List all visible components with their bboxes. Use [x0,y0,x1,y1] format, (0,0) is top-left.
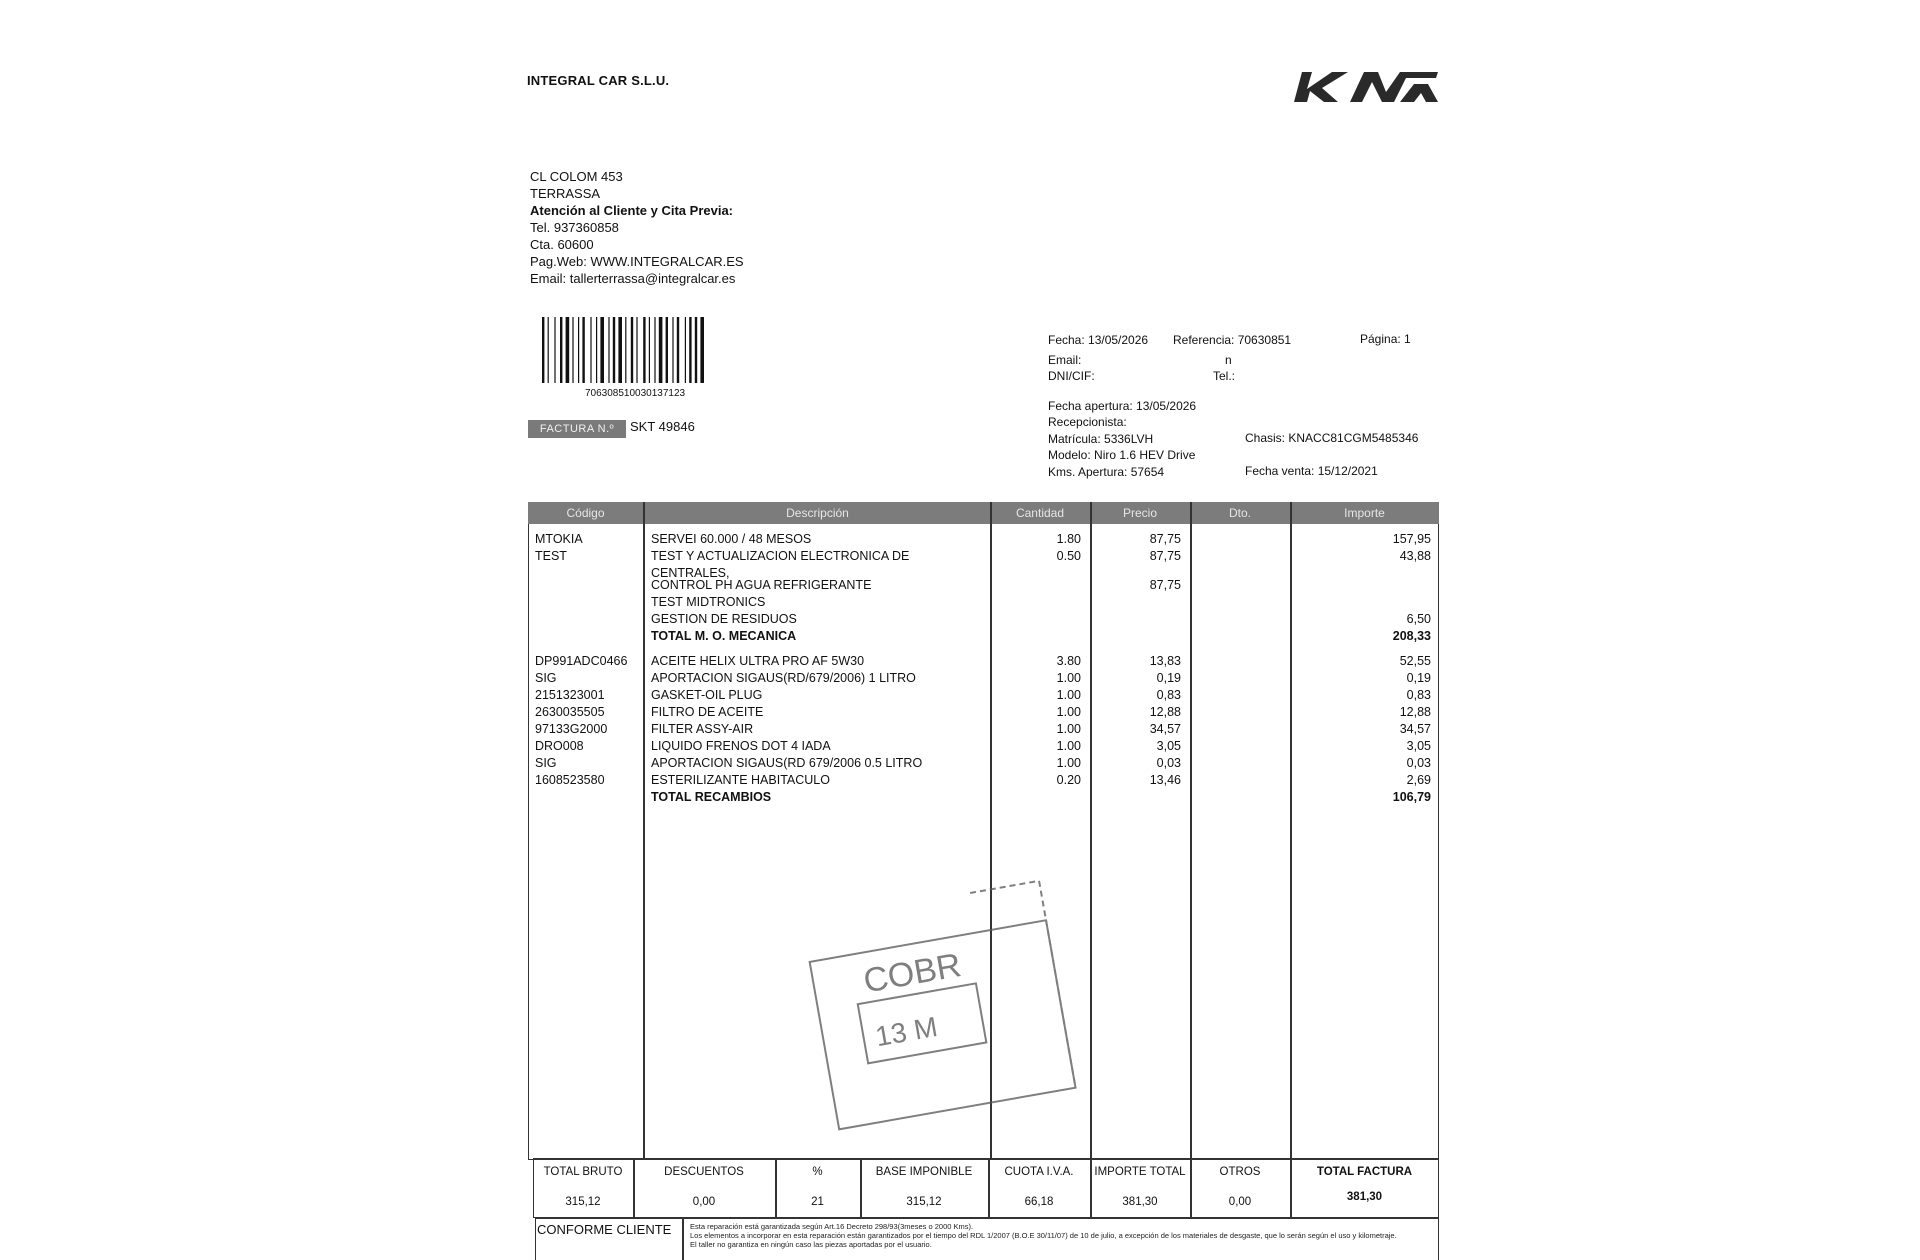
table-cell-desc: TEST Y ACTUALIZACION ELECTRONICA DE [651,549,910,563]
barcode-bar [582,317,584,383]
table-cell-cant: 3.80 [1056,654,1081,668]
barcode-bar [695,317,697,383]
table-cell-importe: 0,19 [1406,671,1431,685]
barcode-bar [649,317,650,383]
header-descripcion: Descripción [786,506,849,520]
table-cell-cant: 1.80 [1056,532,1081,546]
barcode-bar [643,317,645,383]
legal-line-3: El taller no garantiza en ningún caso las piezas aportadas por el usuario. [690,1240,932,1249]
client-tel-label: Tel.: [1213,369,1236,383]
client-email-label: Email: [1048,353,1082,367]
barcode-bar [600,317,604,383]
table-cell-precio: 0,83 [1156,688,1181,702]
column-divider [643,502,645,1158]
barcode-bar [685,317,686,383]
table-cell-codigo: TEST [535,549,567,563]
header-codigo: Código [566,506,605,520]
cuota-iva-label: CUOTA I.V.A. [1004,1166,1074,1178]
table-cell-precio: 0,19 [1156,671,1181,685]
license-plate: Matrícula: 5336LVH [1048,432,1154,446]
barcode-bar [596,317,597,383]
table-cell-importe: 2,69 [1406,773,1431,787]
table-cell-precio: 0,03 [1156,756,1181,770]
barcode-number: 706308510030137123 [585,388,686,399]
stamp-text-cobr: COBR [860,946,964,1001]
table-cell-cant: 1.00 [1056,705,1081,719]
client-dni-label: DNI/CIF: [1048,369,1095,383]
barcode-bar [700,317,704,383]
opening-kms: Kms. Apertura: 57654 [1048,465,1165,479]
opening-date: Fecha apertura: 13/05/2026 [1048,399,1197,413]
table-cell-cant: 1.00 [1056,739,1081,753]
header-dto: Dto. [1228,506,1251,520]
table-cell-desc: ACEITE HELIX ULTRA PRO AF 5W30 [651,654,865,668]
otros-label: OTROS [1219,1166,1261,1178]
table-cell-codigo: DP991ADC0466 [535,654,628,668]
barcode-bar [625,317,626,383]
table-cell-precio: 87,75 [1149,578,1181,592]
table-cell-desc: CENTRALES, [651,566,730,580]
table-cell-desc: FILTRO DE ACEITE [651,705,764,719]
legal-line-1: Esta reparación está garantizada según Art.16 Decreto 298/93(3meses o 2000 Kms). [690,1222,974,1231]
table-cell-desc: FILTER ASSY-AIR [651,722,754,736]
legal-notice [690,1222,1435,1249]
table-cell-precio: 87,75 [1149,532,1181,546]
barcode-bar [554,317,555,383]
address-street: CL COLOM 453 [530,169,623,184]
table-cell-codigo: 2630035505 [535,705,605,719]
address-tel: Tel. 937360858 [530,220,619,235]
column-divider [1290,502,1292,1158]
iva-percent-value: 21 [811,1196,824,1208]
barcode-bar [666,317,668,383]
barcode-bar [659,317,663,383]
table-cell-importe: 0,03 [1406,756,1431,770]
importe-total-label: IMPORTE TOTAL [1094,1166,1186,1178]
table-cell-codigo: 97133G2000 [535,722,608,736]
table-cell-codigo: SIG [535,756,557,770]
table-cell-desc: APORTACION SIGAUS(RD 679/2006 0.5 LITRO [651,756,923,770]
table-cell-codigo: DRO008 [535,739,584,753]
table-cell-importe: 157,95 [1392,532,1431,546]
table-cell-desc: TEST MIDTRONICS [651,595,766,609]
total-bruto-value: 315,12 [565,1196,601,1208]
table-cell-importe: 3,05 [1406,739,1431,753]
table-cell-importe: 34,57 [1399,722,1431,736]
barcode-bar [560,317,562,383]
table-cell-precio: 87,75 [1149,549,1181,563]
address-city: TERRASSA [530,186,601,201]
table-cell-importe: 52,55 [1399,654,1431,668]
barcode-bar [548,317,549,383]
table-cell-desc: GASKET-OIL PLUG [651,688,763,702]
barcode-bar [618,317,622,383]
page-number: Página: 1 [1360,332,1411,346]
chassis-number: Chasis: KNACC81CGM5485346 [1245,431,1419,445]
company-address [530,168,744,287]
header-precio: Precio [1122,506,1157,520]
table-cell-precio: 3,05 [1156,739,1181,753]
table-cell-cant: 1.00 [1056,671,1081,685]
paid-stamp [800,880,1080,1140]
table-cell-importe: 208,33 [1392,629,1431,643]
table-cell-importe: 43,88 [1399,549,1431,563]
receptionist: Recepcionista: [1048,415,1127,429]
barcode-bar [572,317,573,383]
barcode-bar [566,317,570,383]
table-cell-precio: 13,46 [1149,773,1181,787]
barcode-bar [689,317,691,383]
address-web: Pag.Web: WWW.INTEGRALCAR.ES [530,254,744,269]
table-cell-codigo: MTOKIA [535,532,583,546]
barcode-bar [613,317,615,383]
legal-line-2: Los elementos a incorporar en esta reparación están garantizados por el tiempo del RDL 1/2007 (B.O.E 30/11/07) de 10 de julio, a excepción de los materiales de desgaste, que lo serán según el uso y kilometraje. [690,1231,1397,1240]
table-cell-cant: 0.20 [1056,773,1081,787]
table-cell-importe: 0,83 [1406,688,1431,702]
barcode-bar [636,317,637,383]
invoice-reference: Referencia: 70630851 [1173,333,1292,347]
kia-logo [1288,64,1443,108]
table-cell-codigo: 2151323001 [535,688,605,702]
descuentos-label: DESCUENTOS [664,1166,744,1178]
table-cell-desc: TOTAL RECAMBIOS [651,790,772,804]
table-cell-precio: 12,88 [1149,705,1181,719]
vehicle-model: Modelo: Niro 1.6 HEV Drive [1048,448,1196,462]
barcode-bar [631,317,633,383]
barcode-bar [578,317,579,383]
header-importe: Importe [1344,506,1385,520]
total-factura-label: TOTAL FACTURA [1316,1166,1413,1178]
table-cell-importe: 12,88 [1399,705,1431,719]
barcode-bar [672,317,673,383]
table-cell-precio: 34,57 [1149,722,1181,736]
invoice-number-label: FACTURA N.º [528,420,626,438]
table-cell-codigo: 1608523580 [535,773,605,787]
client-email-fragment: n [1225,353,1232,367]
invoice-number: SKT 49846 [630,419,695,434]
company-name: INTEGRAL CAR S.L.U. [527,73,670,88]
attention-label: Atención al Cliente y Cita Previa: [530,203,734,218]
table-cell-desc: ESTERILIZANTE HABITACULO [651,773,830,787]
table-cell-desc: TOTAL M. O. MECANICA [651,629,797,643]
sale-date: Fecha venta: 15/12/2021 [1245,464,1378,478]
table-cell-importe: 6,50 [1406,612,1431,626]
base-imponible-value: 315,12 [906,1196,942,1208]
barcode-bar [542,317,544,383]
column-divider [682,1218,684,1260]
base-imponible-label: BASE IMPONIBLE [875,1166,973,1178]
table-cell-cant: 1.00 [1056,756,1081,770]
total-bruto-label: TOTAL BRUTO [543,1166,623,1178]
otros-value: 0,00 [1228,1196,1252,1208]
table-cell-desc: SERVEI 60.000 / 48 MESOS [651,532,812,546]
barcode-bar [608,317,609,383]
table-cell-cant: 1.00 [1056,688,1081,702]
header-cantidad: Cantidad [1015,506,1065,520]
table-cell-desc: APORTACION SIGAUS(RD/679/2006) 1 LITRO [651,671,916,685]
column-divider [1190,502,1192,1158]
column-divider [1090,502,1092,1158]
table-cell-importe: 106,79 [1392,790,1431,804]
table-cell-desc: CONTROL PH AGUA REFRIGERANTE [651,578,872,592]
barcode [540,317,732,383]
table-cell-codigo: SIG [535,671,557,685]
barcode-bar [590,317,591,383]
table-cell-cant: 0.50 [1056,549,1081,563]
invoice-date: Fecha: 13/05/2026 [1048,333,1149,347]
address-cta: Cta. 60600 [530,237,594,252]
table-cell-cant: 1.00 [1056,722,1081,736]
customer-approval-label: CONFORME CLIENTE [537,1222,672,1237]
barcode-bar [677,317,679,383]
descuentos-value: 0,00 [692,1196,716,1208]
iva-percent-label: % [812,1166,823,1178]
barcode-bar [654,317,655,383]
table-cell-precio: 13,83 [1149,654,1181,668]
table-cell-desc: GESTION DE RESIDUOS [651,612,797,626]
address-email: Email: tallerterrassa@integralcar.es [530,271,736,286]
table-cell-desc: LIQUIDO FRENOS DOT 4 IADA [651,739,831,753]
importe-total-value: 381,30 [1122,1196,1158,1208]
cuota-iva-value: 66,18 [1024,1196,1054,1208]
stamp-text-date: 13 M [873,1010,940,1053]
total-factura-value: 381,30 [1346,1191,1383,1203]
